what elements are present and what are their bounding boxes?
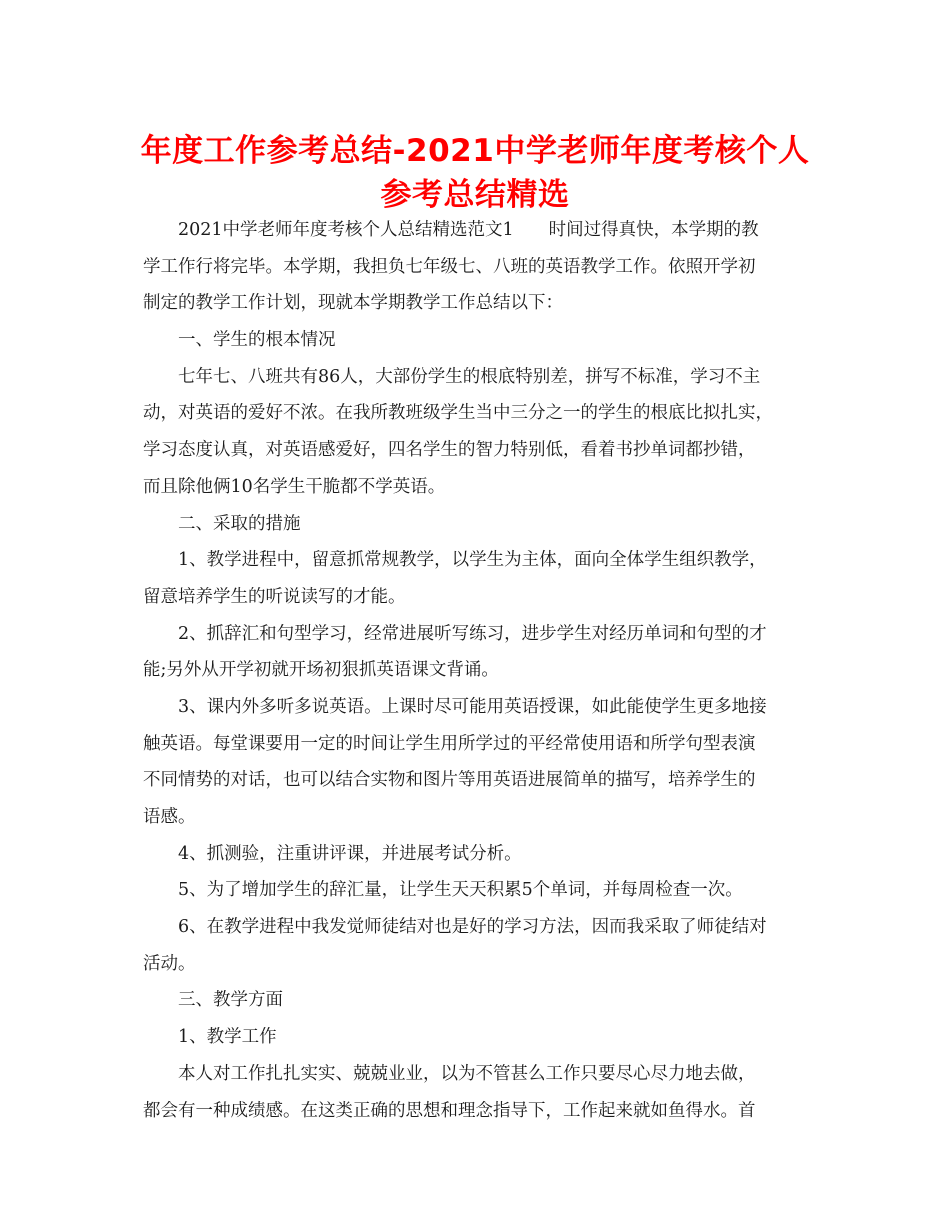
body-line: 二、采取的措施: [178, 513, 301, 534]
body-line: 语感。: [143, 807, 196, 827]
body-line: 学习态度认真，对英语感爱好，四名学生的智力特别低，看着书抄单词都抄错，: [143, 440, 756, 461]
body-line: 1、教学进程中，留意抓常规教学，以学生为主体，面向全体学生组织教学，: [178, 550, 767, 571]
body-line: 七年七、八班共有86人，大部份学生的根底特别差，拼写不标准，学习不主: [178, 366, 761, 387]
body-line: 动，对英语的爱好不浓。在我所教班级学生当中三分之一的学生的根底比拟扎实，: [143, 403, 773, 424]
body-line: 触英语。每堂课要用一定的时间让学生用所学过的平经常使用语和所学句型表演: [143, 733, 756, 754]
body-line: 三、教学方面: [178, 990, 283, 1011]
body-line: 6、在教学进程中我发觉师徒结对也是好的学习方法，因而我采取了师徒结对: [178, 917, 767, 938]
body-line: 能;另外从开学初就开场初狠抓英语课文背诵。: [143, 660, 499, 681]
body-line: 3、课内外多听多说英语。上课时尽可能用英语授课，如此能使学生更多地接: [178, 696, 767, 717]
body-line: 不同情势的对话，也可以结合实物和图片等用英语进展简单的描写，培养学生的: [143, 770, 756, 791]
body-line: 2、抓辞汇和句型学习，经常进展听写练习，进步学生对经历单词和句型的才: [178, 623, 767, 644]
document-title-line2: 参考总结精选: [380, 177, 570, 213]
body-line: 本人对工作扎扎实实、兢兢业业，以为不管甚么工作只要尽心尽力地去做，: [178, 1063, 756, 1084]
body-line: 1、教学工作: [178, 1027, 277, 1048]
body-line: 2021中学老师年度考核个人总结精选范文1 时间过得真快，本学期的教: [178, 220, 759, 240]
body-line: 而且除他俩10名学生干脆都不学英语。: [143, 476, 446, 497]
body-line: 5、为了增加学生的辞汇量，让学生天天积累5个单词，并每周检查一次。: [178, 880, 743, 901]
body-line: 留意培养学生的听说读写的才能。: [143, 586, 406, 607]
document-title-line1: 年度工作参考总结-2021中学老师年度考核个人: [140, 133, 810, 169]
body-line: 学工作行将完毕。本学期，我担负七年级七、八班的英语教学工作。依照开学初: [143, 256, 756, 277]
body-line: 一、学生的根本情况: [178, 330, 336, 351]
body-line: 4、抓测验，注重讲评课，并进展考试分析。: [178, 843, 522, 864]
document-body: [143, 212, 803, 1129]
body-line: 制定的教学工作计划，现就本学期教学工作总结以下：: [143, 293, 563, 314]
body-line: 活动。: [143, 953, 196, 974]
body-line: 都会有一种成绩感。在这类正确的思想和理念指导下，工作起来就如鱼得水。首: [143, 1100, 756, 1121]
